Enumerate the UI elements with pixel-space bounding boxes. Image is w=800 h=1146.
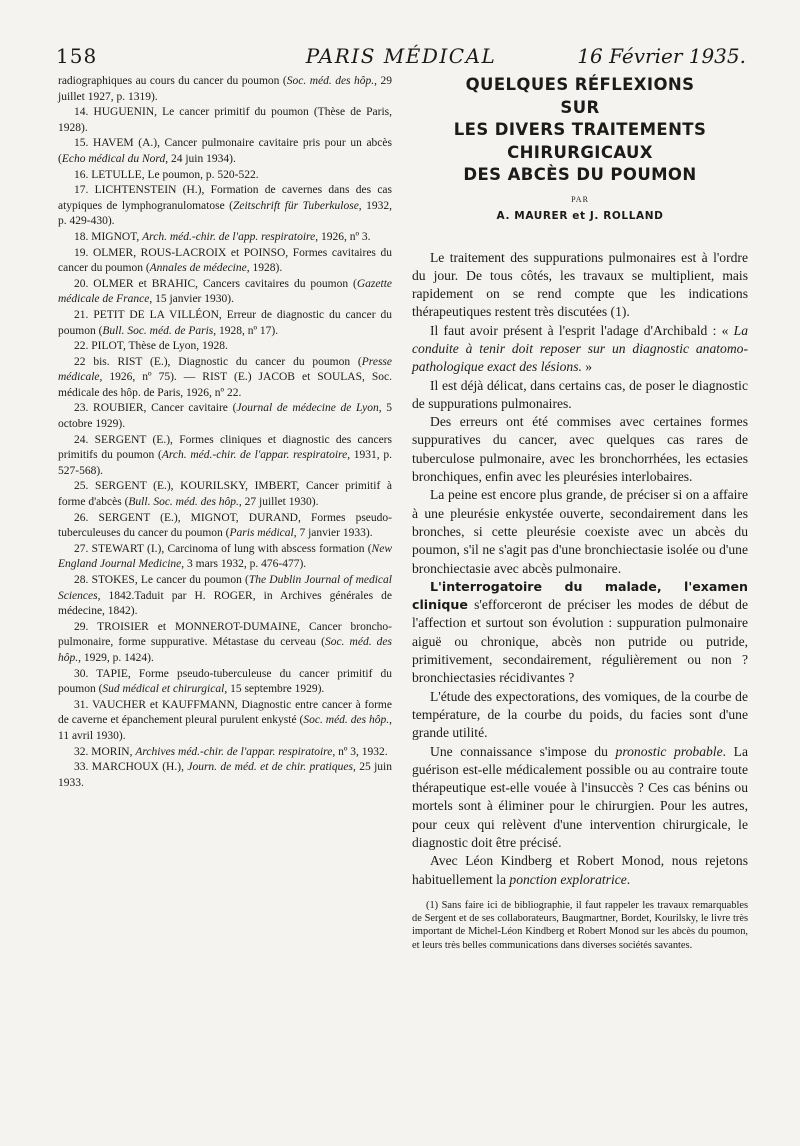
- reference-item: 22 bis. RIST (E.), Diagnostic du cancer du poumon (Presse médicale, 1926, nº 75). — RIST (E.) JACOB et SOULAS, Soc. médicale des hôp. de Paris, 1926, nº 22.: [58, 355, 392, 399]
- paragraph: Avec Léon Kindberg et Robert Monod, nous rejetons habituellement la ponction exploratrice.: [412, 853, 748, 887]
- reference-item: 29. TROISIER et MONNEROT-DUMAINE, Cancer broncho-pulmonaire, forme suppurative. Métastase du cerveau (Soc. méd. des hôp., 1929, p. 1424).: [58, 620, 393, 664]
- reference-item: 32. MORIN, Archives méd.-chir. de l'appar. respiratoire, nº 3, 1932.: [74, 745, 388, 758]
- article-title: QUELQUES RÉFLEXIONS SUR LES DIVERS TRAITEMENTS CHIRURGICAUX DES ABCÈS DU POUMON: [453, 75, 707, 184]
- reference-item: 20. OLMER et BRAHIC, Cancers cavitaires du poumon (Gazette médicale de France, 15 janvier 1930).: [58, 277, 392, 306]
- reference-item: 30. TAPIE, Forme pseudo-tuberculeuse du cancer primitif du poumon (Sud médical et chirurgical, 15 septembre 1929).: [58, 667, 392, 696]
- reference-item: 18. MIGNOT, Arch. méd.-chir. de l'app. respiratoire, 1926, nº 3.: [74, 230, 371, 243]
- reference-item: 21. PETIT DE LA VILLÉON, Erreur de diagnostic du cancer du poumon (Bull. Soc. méd. de Paris, 1928, nº 17).: [58, 308, 392, 337]
- reference-item: 16. LETULLE, Le poumon, p. 520-522.: [74, 168, 259, 181]
- page-number: 158: [56, 44, 98, 68]
- article-authors: A. MAURER et J. ROLLAND: [496, 209, 664, 222]
- issue-date: 16 Février 1935.: [577, 44, 746, 68]
- running-header: [56, 44, 746, 70]
- article-body: [412, 249, 748, 889]
- reference-item: 33. MARCHOUX (H.), Journ. de méd. et de chir. pratiques, 25 juin 1933.: [58, 761, 393, 789]
- byline-par: PAR: [571, 194, 589, 204]
- paragraph: L'étude des expectorations, des vomiques, de la courbe de température, de la courbe du poids, du facies sont d'une grande utilité.: [412, 688, 748, 741]
- reference-item: 23. ROUBIER, Cancer cavitaire (Journal de médecine de Lyon, 5 octobre 1929).: [58, 402, 393, 431]
- journal-title: PARIS MÉDICAL: [305, 44, 497, 68]
- reference-item: 24. SERGENT (E.), Formes cliniques et diagnostic des cancers primitifs du poumon (Arch. méd.-chir. de l'appar. respiratoire, 1931, p. 527-568).: [58, 433, 393, 477]
- paragraph: L'interrogatoire du malade, l'examen clinique s'efforceront de préciser les modes de début de l'affection et surtout son évolution : suppuration pulmonaire aiguë ou chronique, abcès non putride ou putride, primitivement, secondairement, régulièrement ou non ? bronchiectasies récidivantes ?: [412, 578, 748, 686]
- reference-item: 25. SERGENT (E.), KOURILSKY, IMBERT, Cancer primitif à forme d'abcès (Bull. Soc. méd. des hôp., 27 juillet 1930).: [58, 480, 392, 509]
- reference-item: 26. SERGENT (E.), MIGNOT, DURAND, Formes pseudo-tuberculeuses du cancer du poumon (Paris médical, 7 janvier 1933).: [58, 511, 392, 540]
- reference-item: 15. HAVEM (A.), Cancer pulmonaire cavitaire pris pour un abcès (Echo médical du Nord, 24 juin 1934).: [58, 137, 392, 165]
- reference-item: 22. PILOT, Thèse de Lyon, 1928.: [74, 340, 228, 353]
- paragraph: Le traitement des suppurations pulmonaires est à l'ordre du jour. De tous côtés, les travaux se multiplient, mais rapidement on se rend compte que les indications thérapeutiques restent très discutées (1).: [412, 249, 748, 320]
- paragraph: Des erreurs ont été commises avec certaines formes suppuratives du cancer, avec quelques cas rares de tuberculose pulmonaire, avec les bronchorrhées, les ectasies bronchiques, enfin avec les pleurésies interlobaires.: [412, 414, 748, 485]
- reference-item: radiographiques au cours du cancer du poumon (Soc. méd. des hôp., 29 juillet 1927, p. 1319).: [58, 75, 393, 103]
- paragraph: La peine est encore plus grande, de préciser si on a affaire à une pleurésie enkystée ouverte, secondairement dans les bronches, si cette pleurésie coexiste avec un abcès du poumon, s'il ne s'agit pas d'une bronchiectasie isolée ou d'une bronchiectasie avec abcès pulmonaire.: [412, 487, 748, 576]
- reference-item: 14. HUGUENIN, Le cancer primitif du poumon (Thèse de Paris, 1928).: [58, 106, 392, 134]
- reference-item: 31. VAUCHER et KAUFFMANN, Diagnostic entre cancer à forme de caverne et épanchement pleural purulent enkysté (Soc. méd. des hôp., 11 avril 1930).: [58, 698, 392, 742]
- footnote: (1) Sans faire ici de bibliographie, il faut rappeler les travaux remarquables de Sergent et de ses collaborateurs, Baugmartner, Bordet, Kourilsky, le livre très important de Michel-Léon Kindberg et Robert Monod sur les abcès du poumon, et leurs très belles communications dans diverses sociétés savantes.: [412, 899, 748, 951]
- paragraph: Une connaissance s'impose du pronostic probable. La guérison est-elle médicalement possible ou au contraire toute thérapeutique est-elle vouée à l'insuccès ? Ces cas bénins ou mortels sont à éliminer pour le chirurgien. Pour les autres, pour ceux qui relèvent d'une intervention chirurgicale, le diagnostic doit être précisé.: [412, 743, 748, 850]
- paragraph: Il faut avoir présent à l'esprit l'adage d'Archibald : « La conduite à tenir doit reposer sur un diagnostic anatomo-pathologique exact des lésions. »: [412, 322, 748, 375]
- paragraph: Il est déjà délicat, dans certains cas, de poser le diagnostic de suppurations pulmonaires.: [412, 377, 748, 411]
- reference-item: 27. STEWART (I.), Carcinoma of lung with abscess formation (New England Journal Medicine, 3 mars 1932, p. 476-477).: [58, 542, 392, 571]
- article-column: [412, 74, 748, 962]
- reference-item: 28. STOKES, Le cancer du poumon (The Dublin Journal of medical Sciences, 1842.Taduit par H. ROGER, in Archives générales de médecine, 1842).: [58, 574, 392, 618]
- reference-item: 19. OLMER, ROUS-LACROIX et POINSO, Formes cavitaires du cancer du poumon (Annales de médecine, 1928).: [58, 246, 392, 275]
- reference-item: 17. LICHTENSTEIN (H.), Formation de cavernes dans des cas atypiques de lymphogranulomatose (Zeitschrift für Tuberkulose, 1932, p. 429-430).: [58, 184, 392, 228]
- references-column: [58, 74, 392, 791]
